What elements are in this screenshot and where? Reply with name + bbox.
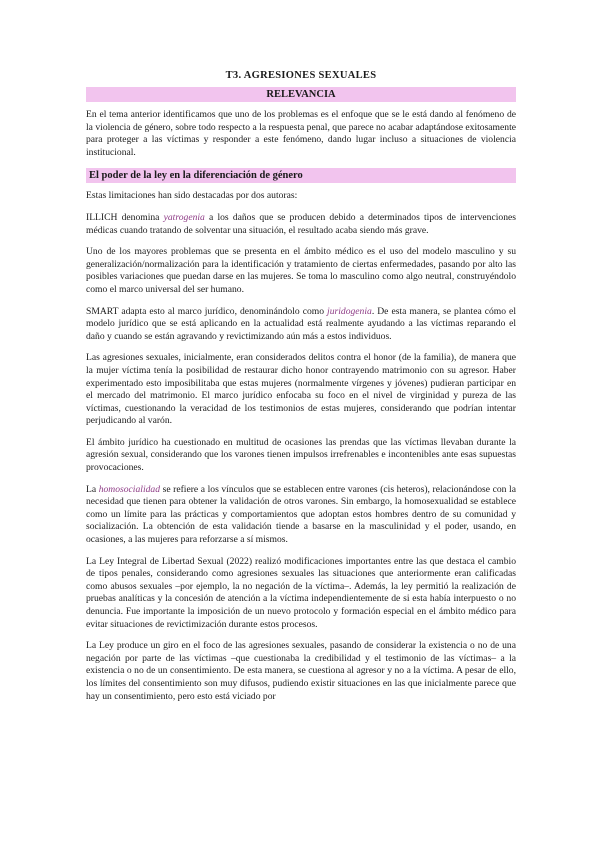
paragraph-medical-model: Uno de los mayores problemas que se presenta en el ámbito médico es el uso del modelo masculino y su generalización/normalización para la identificación y tratamiento de ciertas enfermedades, pasando por alto las posibles variaciones que puedan darse en las mujeres. Se toma lo masculino como algo neutral, construyéndolo como el marco universal del ser humano. — [86, 246, 516, 295]
term-juridogenia: juridogenia — [327, 305, 372, 317]
term-yatrogenia: yatrogenia — [163, 211, 205, 223]
section-heading-poder-ley: El poder de la ley en la diferenciación de género — [86, 168, 516, 183]
text-run: SMART adapta esto al marco jurídico, denominándolo como — [86, 305, 328, 317]
section-heading-relevancia: RELEVANCIA — [86, 87, 516, 102]
document-title: T3. AGRESIONES SEXUALES — [225, 70, 377, 81]
text-run: ILLICH denomina — [86, 211, 164, 223]
paragraph-consentimiento: La Ley produce un giro en el foco de las agresiones sexuales, pasando de considerar la existencia o no de una negación por parte de las víctimas –que cuestionaba la credibilidad y el testimonio de las víctimas– a la existencia o no de un consentimiento. De esta manera, se cuestiona al agresor y no a la víctima. A pesar de ello, los límites del consentimiento son muy difusos, pudiendo existir situaciones en las que inicialmente parece que hay un consentimiento, pero esto está viciado por — [86, 640, 516, 702]
paragraph-ley-integral: La Ley Integral de Libertad Sexual (2022) realizó modificaciones importantes entre las que destaca el cambio de tipos penales, considerando como agresiones sexuales las situaciones que anteriormente eran calificadas como abusos sexuales –por ejemplo, la no negación de la víctima–. Además, la ley permitió la realización de pruebas analíticas y la concesión de atención a la víctima independientemente de si esta había interpuesto o no denuncia. Fue importante la imposición de un nuevo protocolo y formación especial en el ámbito médico para evitar situaciones de revictimización durante estos procesos. — [86, 555, 516, 630]
paragraph-smart — [86, 306, 516, 344]
text-run: La — [86, 483, 99, 495]
text-run: se refiere a los vínculos que se establecen entre varones (cis heteros), relacionándose con la necesidad que tienen para obtener la validación de otros varones. Sin embargo, la homosexualidad se establece como un límite para las prácticas y comportamientos que adoptan estos hombres dentro de su comunidad y socialización. La obtención de esta validación tiende a basarse en la masculinidad y el poder, usando, en ocasiones, a las mujeres para reforzarse a sí mismos. — [86, 483, 516, 546]
paragraph-homosocialidad — [86, 484, 516, 547]
paragraph-honor: Las agresiones sexuales, inicialmente, eran considerados delitos contra el honor (de la familia), de manera que la mujer víctima tenía la posibilidad de restaurar dicho honor contrayendo matrimonio con su agresor. Haber experimentado esto imposibilitaba que estas mujeres (normalmente vírgenes y jóvenes) pudieran participar en el mercado del matrimonio. El marco jurídico enfocaba su foco en el nivel de virginidad y pureza de las víctimas, cuestionando la veracidad de los testimonios de estas mujeres, considerando que podrían intentar perjudicando al varón. — [86, 352, 516, 427]
paragraph-intro: En el tema anterior identificamos que uno de los problemas es el enfoque que se le está dando al fenómeno de la violencia de género, sobre todo respecto a la respuesta penal, que parece no acabar adaptándose exitosamente para proteger a las víctimas y responder a este fenómeno, dando lugar incluso a situaciones de violencia institucional. — [86, 109, 516, 158]
paragraph-illich — [86, 212, 516, 237]
paragraph-authors: Estas limitaciones han sido destacadas por dos autoras: — [86, 190, 298, 202]
text-run: a los daños que se producen debido a determinados tipos de intervenciones médicas cuando tratando de solventar una situación, el resultado acaba siendo más grave. — [86, 211, 516, 236]
term-homosocialidad: homosocialidad — [98, 483, 160, 495]
paragraph-prendas: El ámbito jurídico ha cuestionado en multitud de ocasiones las prendas que las víctimas llevaban durante la agresión sexual, considerando que los varones tienen impulsos irrefrenables e incontenibles ante esas supuestas provocaciones. — [86, 436, 516, 474]
text-run: . De esta manera, se plantea cómo el modelo jurídico que se está aplicando en la actualidad está realmente ayudando a las víctimas reparando el daño y cuando se están agravando y revictimizando aún más a estos individuos. — [86, 305, 516, 342]
document-page — [86, 70, 516, 712]
